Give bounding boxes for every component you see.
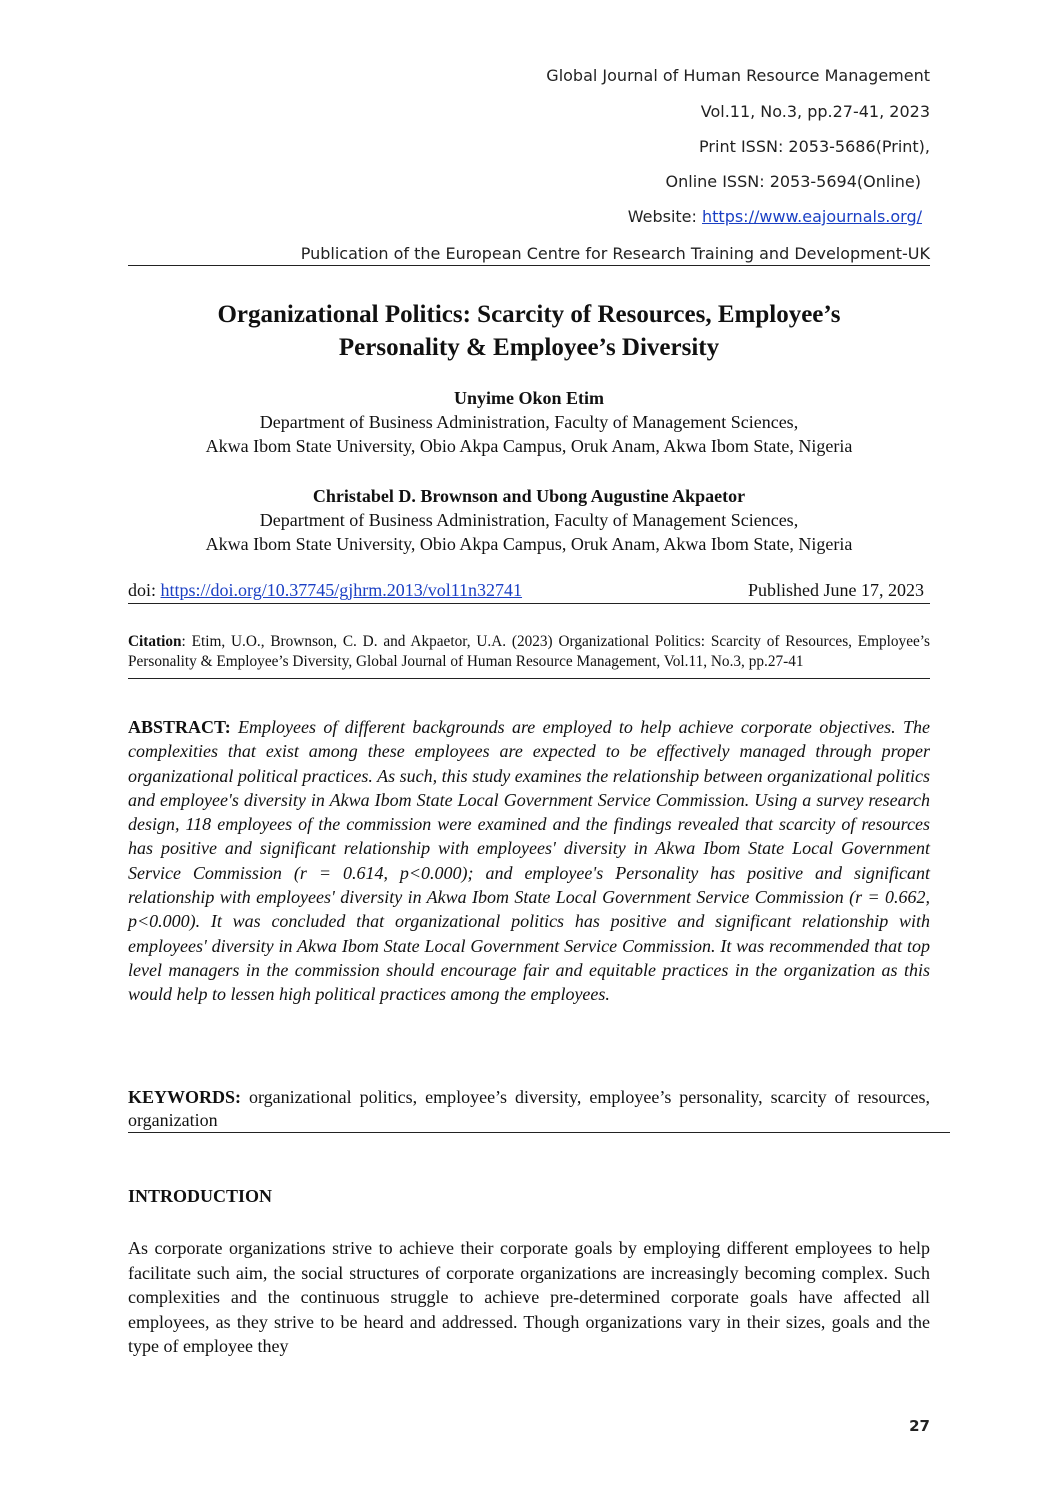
author-block-1	[100, 386, 958, 458]
website-line	[628, 207, 922, 226]
publisher-line: Publication of the European Centre for Research Training and Development-UK	[128, 244, 930, 266]
print-issn: Print ISSN: 2053-5686(Print),	[699, 137, 930, 156]
volume-info: Vol.11, No.3, pp.27-41, 2023	[700, 102, 930, 121]
keywords-label: KEYWORDS:	[128, 1087, 242, 1107]
author-university: Akwa Ibom State University, Obio Akpa Campus, Oruk Anam, Akwa Ibom State, Nigeria	[205, 436, 853, 456]
keywords-text: organizational politics, employee’s diversity, employee’s personality, scarcity of resources, organization	[128, 1087, 930, 1130]
author-university: Akwa Ibom State University, Obio Akpa Campus, Oruk Anam, Akwa Ibom State, Nigeria	[205, 534, 853, 554]
online-issn: Online ISSN: 2053-5694(Online)	[665, 172, 921, 191]
keywords-divider	[128, 1132, 950, 1133]
website-link[interactable]: https://www.eajournals.org/	[702, 207, 922, 226]
abstract	[128, 715, 930, 1007]
abstract-text: Employees of different backgrounds are employed to help achieve corporate objectives. The complexities that exist among these employees are expected to be effectively managed through proper organizational political practices. As such, this study examines the relationship between organizational politics and employee's diversity in Akwa Ibom State Local Government Service Commission. Using a survey research design, 118 employees of the commission were examined and the findings revealed that scarcity of resources has positive and significant relationship with employees' diversity in Akwa Ibom State Local Government Service Commission (r = 0.614, p<0.000); and employee's Personality has positive and significant relationship with employees' diversity in Akwa Ibom State Local Government Service Commission (r = 0.662, p<0.000). It was concluded that organizational politics has positive and significant relationship with employees' diversity in Akwa Ibom State Local Government Service Commission. It was recommended that top level managers in the commission should encourage fair and equitable practices in the organization as this would help to lessen high political practices among the employees.	[128, 717, 931, 1005]
citation-label: Citation	[128, 633, 182, 650]
author-name: Unyime Okon Etim	[453, 388, 604, 408]
doi-line	[128, 580, 930, 604]
title-line-2: Personality & Employee’s Diversity	[338, 334, 720, 361]
doi-link[interactable]: https://doi.org/10.37745/gjhrm.2013/vol11n32741	[160, 580, 523, 600]
section-heading-introduction: INTRODUCTION	[128, 1186, 273, 1206]
journal-name: Global Journal of Human Resource Management	[546, 66, 930, 85]
keywords	[128, 1086, 930, 1132]
title-line-1: Organizational Politics: Scarcity of Resources, Employee’s	[217, 301, 841, 328]
website-label: Website:	[627, 207, 702, 226]
paper-title	[128, 298, 930, 364]
author-block-2	[100, 484, 958, 556]
citation	[128, 632, 930, 679]
page-number: 27	[909, 1417, 930, 1435]
abstract-label: ABSTRACT:	[128, 717, 231, 737]
citation-text: : Etim, U.O., Brownson, C. D. and Akpaetor, U.A. (2023) Organizational Politics: Scarcity of Resources, Employee’s Personality & Employee’s Diversity, Global Journal of Human Resource Management, Vol.11, No.3, pp.27-41	[128, 633, 930, 670]
published-date: Published June 17, 2023	[747, 580, 924, 600]
author-department: Department of Business Administration, Faculty of Management Sciences,	[259, 412, 799, 432]
doi-label: doi:	[128, 580, 161, 600]
author-department: Department of Business Administration, Faculty of Management Sciences,	[259, 510, 799, 530]
author-name: Christabel D. Brownson and Ubong Augustine Akpaetor	[312, 486, 746, 506]
introduction-paragraph: As corporate organizations strive to achieve their corporate goals by employing different employees to help facilitate such aim, the social structures of corporate organizations are increasingly becoming complex. Such complexities and the continuous struggle to achieve pre-determined corporate goals have affected all employees, as they strive to be heard and addressed. Though organizations vary in their sizes, goals and the type of employee they	[128, 1238, 930, 1356]
